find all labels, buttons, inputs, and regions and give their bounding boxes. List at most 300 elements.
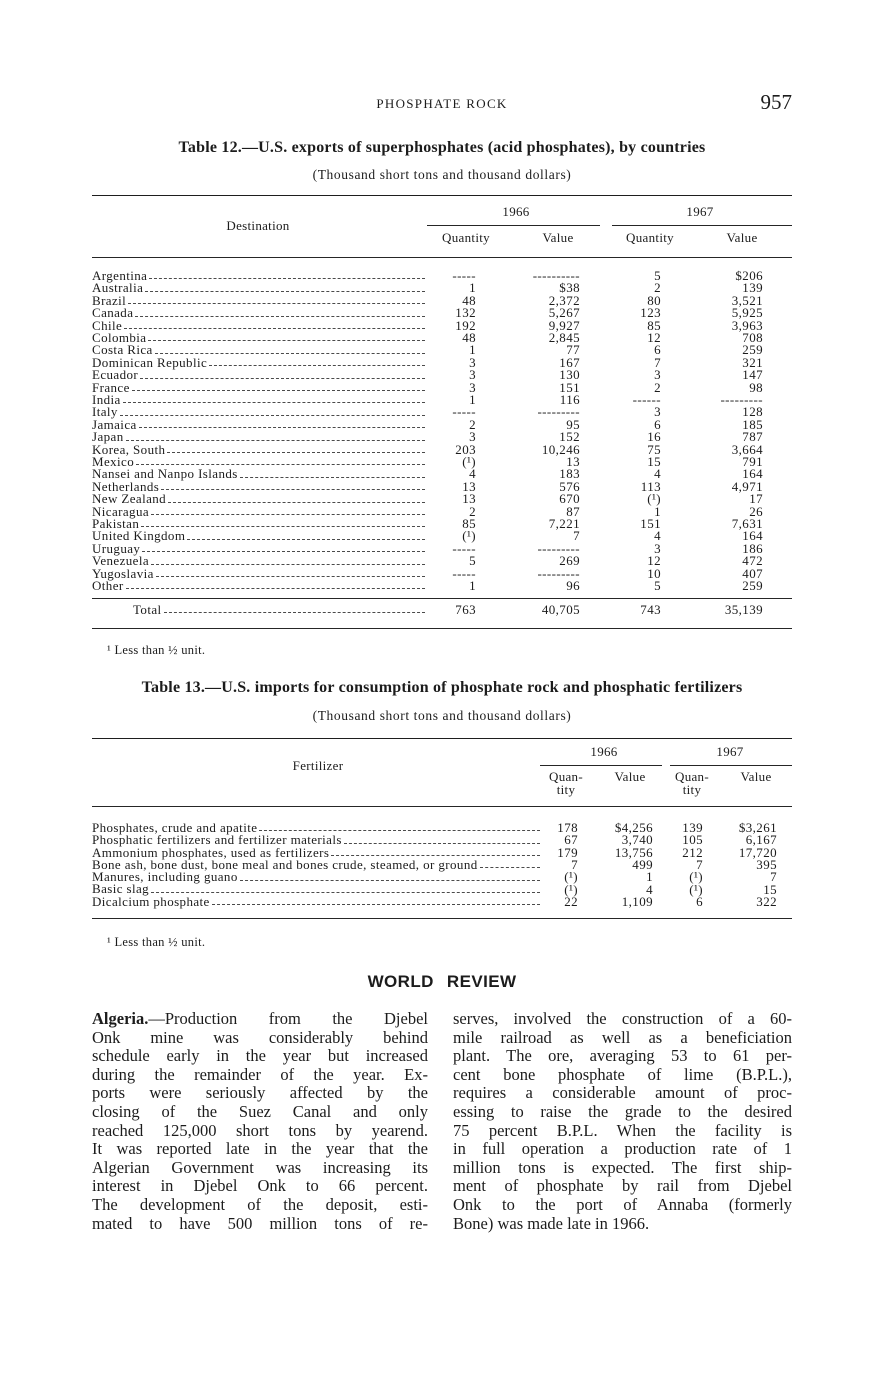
value-1966-cell: 499 [632, 856, 653, 872]
text-line-content: The development of the deposit, esti- [92, 1194, 428, 1214]
destination-label: Italy [92, 404, 118, 420]
destination-label: United Kingdom [92, 528, 186, 544]
year-1966-underline [540, 765, 662, 766]
destination-label: Chile [92, 317, 123, 333]
dot-leader [136, 464, 425, 465]
text-line-content: It was reported late in the year that the [92, 1139, 428, 1159]
value-1966-cell: 2,845 [548, 330, 580, 345]
destination-label: Netherlands [92, 478, 160, 494]
quantity-1967-cell: 6 [654, 342, 661, 358]
text-line-content: closing of the Suez Canal and only [92, 1101, 428, 1121]
table-row [92, 267, 792, 283]
quantity-1966-cell: 67 [564, 832, 578, 848]
value-1966-cell: $38 [559, 280, 580, 296]
quantity-1967-cell: 2 [654, 379, 661, 395]
fertilizer-label: Ammonium phosphates, used as fertilizers [92, 844, 330, 860]
value-1967-cell: 185 [742, 416, 763, 432]
year-1967-header: 1967 [716, 744, 744, 759]
value-1967-header: Value [740, 769, 772, 784]
quantity-1966-cell: ----- [452, 565, 476, 581]
table-bottom-rule [92, 628, 792, 629]
dot-leader [145, 291, 425, 292]
value-1966-cell: 13,756 [614, 844, 653, 860]
table-row [92, 307, 792, 319]
text-line [453, 1047, 792, 1066]
table-row [92, 406, 792, 418]
text-line-content: during the remainder of the year. Ex- [92, 1064, 428, 1084]
dot-leader [141, 526, 425, 527]
value-1966-cell: 116 [559, 392, 580, 407]
value-1967-cell: 15 [763, 881, 777, 897]
value-1967-cell: 321 [742, 354, 763, 370]
year-1966-header: 1966 [502, 204, 530, 219]
dot-leader [344, 843, 540, 844]
destination-label: Australia [92, 280, 144, 296]
quantity-1966-cell: 1 [469, 280, 476, 296]
destination-label: Canada [92, 305, 134, 321]
table-row [92, 871, 792, 883]
total-value-1966: 40,705 [541, 602, 580, 617]
text-line [453, 1029, 792, 1048]
quantity-1967-cell: 15 [647, 454, 661, 469]
text-line-content: Algerian Government was increasing its [92, 1157, 428, 1177]
table-13-subtitle: (Thousand short tons and thousand dollars) [312, 708, 572, 723]
text-line-content: in full operation a production rate of 1 [453, 1139, 792, 1159]
value-1966-cell: 77 [566, 342, 580, 358]
table-row [92, 555, 792, 567]
dot-leader [161, 489, 425, 490]
fertilizer-header: Fertilizer [292, 758, 344, 773]
dot-leader [128, 303, 425, 304]
quantity-1966-header [536, 770, 596, 796]
destination-label: Uruguay [92, 540, 141, 556]
quantity-1967-cell: 5 [654, 578, 661, 593]
table-row [92, 577, 792, 593]
value-1966-cell: 95 [566, 416, 580, 432]
value-1967-cell: 17,720 [738, 844, 777, 860]
table-row [92, 391, 792, 407]
dot-leader [187, 539, 425, 540]
value-1966-cell: 670 [559, 491, 580, 507]
quantity-1966-cell: 192 [455, 317, 476, 333]
quantity-1967-cell: 151 [640, 516, 661, 531]
dot-leader [212, 904, 540, 905]
fertilizer-label: Dicalcium phosphate [92, 893, 210, 909]
value-1966-header: Value [614, 769, 646, 784]
row-stub [92, 577, 425, 593]
quantity-1966-cell: 1 [469, 578, 476, 593]
value-1966-cell: 2,372 [548, 292, 580, 308]
quantity-1966-cell: 2 [469, 416, 476, 432]
dot-leader [148, 340, 425, 341]
dot-leader [168, 502, 425, 503]
table-13-title: Table 13.—U.S. imports for consumption of phosphate rock and phosphatic fertilizers [141, 679, 743, 696]
quantity-1966-cell: 22 [564, 893, 578, 909]
dot-leader [156, 576, 425, 577]
value-1967-cell: 26 [749, 503, 763, 519]
dot-leader [142, 551, 425, 552]
quantity-1966-cell: 3 [469, 429, 476, 445]
text-line-content: cent bone phosphate of lime (B.P.L.), [453, 1064, 792, 1084]
running-head: PHOSPHATE ROCK [376, 96, 508, 111]
value-1966-cell: 151 [559, 379, 580, 395]
year-1966-underline [427, 225, 600, 226]
value-1967-cell: 17 [749, 491, 763, 507]
dot-leader [240, 880, 540, 881]
text-line [92, 1177, 428, 1196]
quantity-1967-cell: 75 [647, 441, 661, 457]
row-stub [92, 416, 425, 432]
quantity-1967-cell: 85 [647, 317, 661, 333]
text-line-content: plant. The ore, averaging 53 to 61 per- [453, 1046, 792, 1066]
row-stub [92, 369, 425, 381]
table-row [92, 317, 792, 333]
dot-leader [124, 328, 425, 329]
value-1966-cell: 96 [566, 578, 580, 593]
fertilizer-label: Bone ash, bone dust, bone meal and bones crude, steamed, or ground [92, 856, 478, 872]
table-row [92, 354, 792, 370]
quantity-1967-cell: 3 [654, 404, 661, 420]
quantity-1967-cell: 4 [654, 466, 661, 482]
table-row [92, 515, 792, 531]
table-12-subtitle: (Thousand short tons and thousand dollars) [312, 167, 572, 182]
destination-label: Venezuela [92, 553, 150, 569]
quantity-1966-cell: 3 [469, 379, 476, 395]
text-line [92, 1140, 428, 1159]
value-1966-cell: --------- [537, 565, 580, 581]
dot-leader [209, 365, 425, 366]
value-1966-cell: 130 [559, 367, 580, 383]
destination-label: Costa Rica [92, 342, 153, 358]
table-row [92, 441, 792, 457]
row-stub [92, 282, 425, 294]
text-line-content: mated to have 500 million tons of re- [92, 1213, 428, 1233]
quantity-1967-cell: 10 [647, 565, 661, 581]
value-1967-cell: 322 [756, 893, 777, 909]
quantity-1966-cell: 2 [469, 503, 476, 519]
row-stub [92, 391, 425, 407]
quantity-1967-header [662, 770, 722, 796]
value-1966-cell: 1,109 [621, 893, 653, 909]
text-line [92, 1047, 428, 1066]
text-line [92, 1215, 428, 1234]
value-1967-cell: 4,971 [731, 478, 763, 494]
value-1966-cell: 10,246 [541, 441, 580, 457]
row-stub [92, 307, 425, 319]
dot-leader [240, 477, 425, 478]
text-line-content: 75 percent B.P.L. When the facility is [453, 1120, 792, 1140]
quantity-1967-cell: 6 [654, 416, 661, 432]
quantity-1966-cell: 48 [462, 292, 476, 308]
text-line-content: —Production from the Djebel [148, 1009, 428, 1028]
value-1967-cell: 98 [749, 379, 763, 395]
text-line-content: Onk mine was considerably behind [92, 1027, 428, 1047]
quantity-1966-cell: 48 [462, 330, 476, 345]
quantity-1967-cell: 1 [654, 503, 661, 519]
text-line-content: serves, involved the construction of a 60- [453, 1009, 792, 1028]
value-1967-cell: 128 [742, 404, 763, 420]
dot-leader [132, 390, 425, 391]
dot-leader [126, 440, 425, 441]
value-1966-cell: 7,221 [548, 516, 580, 531]
quantity-1966-cell: 3 [469, 354, 476, 370]
destination-label: Nansei and Nanpo Islands [92, 466, 238, 482]
row-stub [133, 601, 425, 617]
destination-label: Brazil [92, 292, 127, 308]
quantity-1966-cell: 13 [462, 491, 476, 507]
quantity-1966-cell: 203 [455, 441, 476, 457]
value-1966-cell: 7 [573, 528, 580, 544]
quantity-1966-cell: ----- [452, 540, 476, 556]
text-line-content: Bone) was made late in 1966. [453, 1213, 650, 1233]
total-value-1967: 35,139 [724, 602, 763, 617]
text-line [92, 1066, 428, 1085]
table-row [92, 565, 792, 581]
quantity-1967-cell: 12 [647, 553, 661, 569]
table-row [92, 292, 792, 308]
total-quantity-1966: 763 [455, 602, 476, 617]
quantity-1967-cell: 7 [696, 856, 703, 872]
table-row [92, 379, 792, 395]
year-1967-underline [670, 765, 792, 766]
value-1966-cell: ---------- [532, 268, 580, 283]
value-1967-cell: 186 [742, 540, 763, 556]
value-1966-cell: 5,267 [548, 305, 580, 321]
value-1966-cell: 4 [646, 881, 653, 897]
dot-leader [155, 353, 425, 354]
table-row [92, 540, 792, 556]
value-1966-cell: 9,927 [548, 317, 580, 333]
dot-leader [151, 564, 425, 565]
table-top-rule [92, 195, 792, 196]
value-1967-cell: 7,631 [731, 516, 763, 531]
dot-leader [480, 867, 540, 868]
table-12-footnote: ¹ Less than ½ unit. [107, 643, 206, 657]
text-line [92, 1084, 428, 1103]
text-line-content: schedule early in the year but increased [92, 1046, 428, 1066]
left-text-column [92, 1010, 428, 1233]
text-line [453, 1066, 792, 1085]
value-1966-cell: $4,256 [614, 820, 653, 835]
destination-label: Yugoslavia [92, 565, 154, 581]
quantity-1967-cell: (¹) [647, 491, 661, 507]
row-stub [92, 292, 425, 308]
quantity-1967-header: Quantity [626, 230, 674, 245]
table-top-rule [92, 738, 792, 739]
dot-leader [135, 316, 425, 317]
header-line: Quan- [675, 769, 709, 784]
quantity-1966-cell: ----- [452, 404, 476, 420]
quantity-1966-header: Quantity [442, 230, 490, 245]
destination-label: Colombia [92, 329, 147, 345]
dot-leader [126, 588, 425, 589]
value-1967-cell: 3,664 [731, 441, 763, 457]
quantity-1966-cell: ----- [452, 268, 476, 283]
row-stub [92, 406, 425, 418]
text-line-content: mile railroad as well as a beneficiation [453, 1027, 792, 1047]
table-row [92, 369, 792, 381]
table-row [92, 329, 792, 345]
value-1966-cell: 183 [559, 466, 580, 482]
total-row [92, 601, 792, 617]
table-12-title: Table 12.—U.S. exports of superphosphates (acid phosphates), by countries [178, 139, 706, 156]
value-1967-cell: 139 [742, 280, 763, 296]
destination-label: Other [92, 577, 124, 593]
value-1967-cell: 164 [742, 466, 763, 482]
fertilizer-label: Phosphates, crude and apatite [92, 819, 258, 835]
quantity-1966-cell: 13 [462, 478, 476, 494]
fertilizer-label: Phosphatic fertilizers and fertilizer materials [92, 832, 342, 848]
value-1967-cell: 5,925 [731, 305, 763, 321]
quantity-1967-cell: 6 [696, 893, 703, 909]
table-row [92, 468, 792, 480]
value-1967-cell: $206 [735, 268, 763, 283]
destination-label: Pakistan [92, 515, 140, 531]
row-stub [92, 379, 425, 395]
value-1967-cell: 259 [742, 578, 763, 593]
destination-label: Dominican Republic [92, 354, 208, 370]
section-heading: WORLD REVIEW [367, 972, 517, 991]
value-1967-cell: 708 [742, 330, 763, 345]
destination-label: Nicaragua [92, 503, 150, 519]
quantity-1967-cell: 12 [647, 330, 661, 345]
destination-label: Japan [92, 429, 124, 445]
text-line [92, 1010, 428, 1029]
quantity-1966-cell: (¹) [564, 869, 578, 885]
quantity-1966-cell: 85 [462, 516, 476, 531]
quantity-1967-cell: 123 [640, 305, 661, 321]
quantity-1966-cell: 5 [469, 553, 476, 569]
value-1966-cell: 1 [646, 869, 653, 885]
quantity-1966-cell: (¹) [462, 528, 476, 544]
quantity-1966-cell: 4 [469, 466, 476, 482]
total-rule [92, 598, 792, 599]
table-row [92, 282, 792, 294]
table-row [92, 530, 792, 542]
destination-label: France [92, 379, 130, 395]
dot-leader [139, 427, 425, 428]
value-1967-cell: 407 [742, 565, 763, 581]
quantity-1966-cell: 1 [469, 392, 476, 407]
text-line-content: ment of phosphate by rail from Djebel [453, 1176, 792, 1196]
quantity-1967-cell: (¹) [689, 869, 703, 885]
dot-leader [167, 452, 425, 453]
value-1967-cell: 791 [742, 454, 763, 469]
quantity-1967-cell: (¹) [689, 881, 703, 897]
value-1966-cell: 3,740 [621, 832, 653, 848]
dot-leader [151, 892, 540, 893]
quantity-1967-cell: 105 [682, 832, 703, 848]
text-line [453, 1159, 792, 1178]
text-line [92, 1196, 428, 1215]
quantity-1967-cell: 16 [647, 429, 661, 445]
text-line-content: interest in Djebel Onk to 66 percent. [92, 1176, 428, 1196]
page-number: 957 [760, 90, 792, 114]
value-1967-cell: --------- [720, 392, 763, 407]
table-bottom-rule [92, 918, 792, 919]
quantity-1966-cell: 3 [469, 367, 476, 383]
dot-leader [164, 612, 425, 613]
text-line [453, 1196, 792, 1215]
paragraph-lead-in: Algeria. [92, 1009, 149, 1028]
row-stub [92, 893, 540, 909]
table-row [92, 416, 792, 432]
text-line [92, 1029, 428, 1048]
quantity-1966-cell: 7 [571, 856, 578, 872]
table-row [92, 893, 792, 909]
text-line-content: requires a considerable amount of proc- [453, 1083, 792, 1103]
quantity-1966-cell: (¹) [462, 454, 476, 469]
destination-label: Ecuador [92, 367, 139, 383]
value-1966-cell: 152 [559, 429, 580, 445]
total-label: Total [133, 601, 162, 617]
value-1966-cell: 269 [559, 553, 580, 569]
value-1967-cell: 259 [742, 342, 763, 358]
table-row [92, 431, 792, 443]
fertilizer-label: Basic slag [92, 881, 150, 897]
quantity-1966-cell: 178 [557, 820, 578, 835]
row-stub [92, 441, 425, 457]
dot-leader [123, 402, 425, 403]
value-1966-cell: --------- [537, 540, 580, 556]
right-text-column [453, 1010, 792, 1233]
value-1966-cell: 87 [566, 503, 580, 519]
dot-leader [120, 415, 425, 416]
table-row [92, 493, 792, 505]
value-1967-cell: 6,167 [745, 832, 777, 848]
quantity-1967-cell: 5 [654, 268, 661, 283]
quantity-1967-cell: 2 [654, 280, 661, 296]
text-line-content: Onk to the port of Annaba (formerly [453, 1194, 792, 1214]
year-1967-header: 1967 [686, 204, 714, 219]
value-1967-cell: 7 [770, 869, 777, 885]
quantity-1967-cell: 3 [654, 367, 661, 383]
table-row [92, 478, 792, 494]
text-line [453, 1084, 792, 1103]
value-1967-cell: 787 [742, 429, 763, 445]
text-line-content: reached 125,000 short tons by yearend. [92, 1120, 428, 1140]
value-1966-cell: 576 [559, 478, 580, 494]
total-quantity-1967: 743 [640, 602, 661, 617]
text-line-content: million tons is expected. The first ship- [453, 1157, 792, 1177]
dot-leader [140, 378, 425, 379]
quantity-1966-cell: (¹) [564, 881, 578, 897]
destination-label: Mexico [92, 453, 135, 469]
quantity-1967-cell: 212 [682, 844, 703, 860]
destination-label: Argentina [92, 267, 148, 283]
quantity-1966-cell: 1 [469, 342, 476, 358]
quantity-1967-cell: 113 [640, 478, 661, 494]
text-line [92, 1122, 428, 1141]
text-line [92, 1159, 428, 1178]
destination-label: New Zealand [92, 491, 167, 507]
quantity-1966-cell: 179 [557, 844, 578, 860]
quantity-1967-cell: 80 [647, 292, 661, 308]
header-bottom-rule [92, 806, 792, 807]
header-line: tity [556, 782, 576, 797]
destination-header: Destination [226, 218, 290, 233]
row-stub [92, 354, 425, 370]
row-stub [92, 871, 540, 883]
header-line: Quan- [549, 769, 583, 784]
value-1967-cell: 147 [742, 367, 763, 383]
value-1967-cell: 472 [742, 553, 763, 569]
fertilizer-label: Manures, including guano [92, 869, 238, 885]
header-bottom-rule [92, 257, 792, 258]
value-1967-cell: 3,521 [731, 292, 763, 308]
text-line-content: essing to raise the grade to the desired [453, 1101, 792, 1121]
value-1966-cell: 13 [566, 454, 580, 469]
